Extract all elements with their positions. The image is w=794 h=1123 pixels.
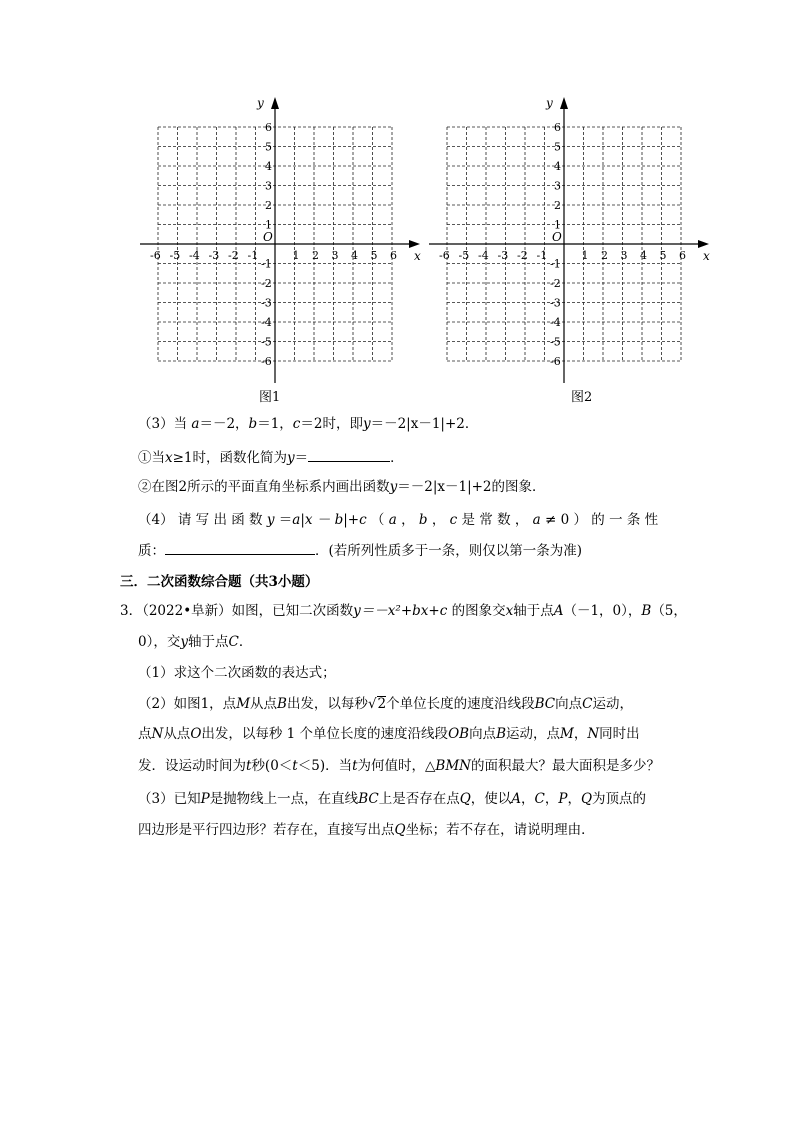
problem-3-line-1: 3．（2022•阜新）如图，已知二次函数y＝－x²+bx+c 的图象交x轴于点A（－1，0），B（5， — [120, 603, 687, 619]
y-tick-label: -6 — [550, 355, 561, 368]
y-tick-label: -4 — [550, 316, 561, 329]
x-tick-label: -3 — [497, 249, 509, 262]
sqrt-symbol: √ — [367, 696, 377, 712]
section-heading: 三．二次函数综合题（共3小题） — [120, 574, 319, 590]
y-tick-label: 1 — [265, 218, 272, 232]
x-tick-label: 4 — [351, 249, 358, 262]
x-tick-label: 1 — [292, 249, 300, 262]
x-tick-label: -2 — [517, 249, 528, 262]
y-tick-label: -4 — [261, 316, 272, 329]
y-tick-label: 2 — [265, 199, 272, 212]
y-tick-label: 4 — [554, 160, 561, 173]
problem-3-part-3-line-2: 四边形是平行四边形？若存在，直接写出点Q坐标；若不存在，请说明理由． — [138, 822, 595, 838]
y-tick-label: 1 — [554, 218, 561, 232]
x-tick-label: 2 — [601, 249, 608, 262]
problem-3-part-3-line-1: （3）已知P是抛物线上一点，在直线BC上是否存在点Q，使以A，C，P，Q为顶点的 — [138, 791, 647, 807]
x-axis-label: x — [414, 249, 421, 263]
y-axis-label: y — [257, 96, 264, 110]
y-tick-label: -5 — [261, 335, 272, 349]
y-tick-label: -1 — [261, 257, 272, 271]
problem-3-part-2-line-3: 发．设运动时间为t秒(0＜t＜5)．当t为何值时，△BMN的面积最大？最大面积是多少？ — [138, 758, 660, 774]
origin-label: O — [263, 230, 273, 244]
y-tick-label: -2 — [550, 277, 561, 290]
x-tick-label: 5 — [370, 249, 378, 262]
x-tick-label: 6 — [679, 249, 686, 262]
part4-line-1: （4） 请 写 出 函 数 y ＝a|x － b|+c （ a ， b ， c 是 常 数 ， a ≠ 0 ） 的 一 条 性 — [138, 512, 659, 528]
problem-3-part-2-line-1: （2）如图1，点M从点B出发，以每秒√2个单位长度的速度沿线段BC向点C运动， — [138, 696, 633, 712]
coordinate-grid-svg-2 — [427, 96, 710, 375]
x-tick-label: 6 — [390, 249, 397, 262]
answer-blank-2[interactable] — [165, 540, 315, 555]
y-tick-label: 5 — [554, 140, 561, 154]
y-tick-label: 2 — [554, 199, 561, 212]
answer-blank-1[interactable] — [308, 447, 390, 462]
y-tick-label: -2 — [261, 277, 272, 290]
x-tick-label: 3 — [331, 249, 339, 262]
x-tick-label: 2 — [312, 249, 319, 262]
x-tick-label: -2 — [228, 249, 239, 262]
y-tick-label: -5 — [550, 335, 561, 349]
y-tick-label: -3 — [261, 296, 272, 310]
x-tick-label: -6 — [150, 249, 161, 262]
coordinate-grid-figure-1 — [138, 96, 421, 375]
coordinate-grid-svg-1 — [138, 96, 421, 375]
part4-line-2: 质： ．(若所列性质多于一条，则仅以第一条为准) — [138, 540, 582, 561]
y-axis-label: y — [546, 96, 553, 110]
x-tick-label: -3 — [208, 249, 220, 262]
y-tick-label: 3 — [554, 179, 561, 193]
x-tick-label: -6 — [439, 249, 450, 262]
y-axis-arrow — [271, 97, 279, 109]
x-tick-label: -4 — [478, 249, 489, 262]
y-tick-label: -6 — [261, 355, 272, 368]
x-axis-arrow — [698, 240, 709, 248]
x-tick-label: 5 — [659, 249, 667, 262]
y-tick-label: -3 — [550, 296, 561, 310]
y-tick-label: 6 — [554, 121, 561, 134]
problem-3-part-1: （1）求这个二次函数的表达式； — [138, 665, 336, 681]
x-tick-label: -4 — [189, 249, 200, 262]
origin-label: O — [552, 230, 562, 244]
y-tick-label: 4 — [265, 160, 272, 173]
x-axis-arrow — [409, 240, 420, 248]
figure-2-label: 图2 — [571, 390, 593, 405]
part3-intro: （3）当 a＝－2，b＝1，c＝2时，即y＝－2|x－1|+2． — [138, 416, 479, 432]
coordinate-grid-figure-2 — [427, 96, 710, 375]
problem-3-part-2-line-2: 点N从点O出发，以每秒 1 个单位长度的速度沿线段OB向点B运动，点M，N同时出 — [138, 726, 640, 742]
problem-3-line-2: 0），交y轴于点C． — [138, 634, 253, 650]
x-tick-label: -5 — [458, 249, 470, 262]
y-tick-label: -1 — [550, 257, 561, 271]
part3-question-2: ②在图2所示的平面直角坐标系内画出函数y＝－2|x－1|+2的图象． — [138, 479, 546, 495]
x-axis-label: x — [703, 249, 710, 263]
y-tick-label: 6 — [265, 121, 272, 134]
x-tick-label: -1 — [247, 249, 259, 262]
x-tick-label: -1 — [536, 249, 548, 262]
figure-1-label: 图1 — [259, 390, 281, 405]
x-tick-label: -5 — [169, 249, 181, 262]
x-tick-label: 4 — [640, 249, 647, 262]
y-tick-label: 3 — [265, 179, 272, 193]
y-tick-label: 5 — [265, 140, 272, 154]
part3-question-1: ①当x≥1时，函数化简为y＝ ． — [138, 447, 404, 468]
y-axis-arrow — [560, 97, 568, 109]
x-tick-label: 3 — [620, 249, 628, 262]
x-tick-label: 1 — [581, 249, 589, 262]
